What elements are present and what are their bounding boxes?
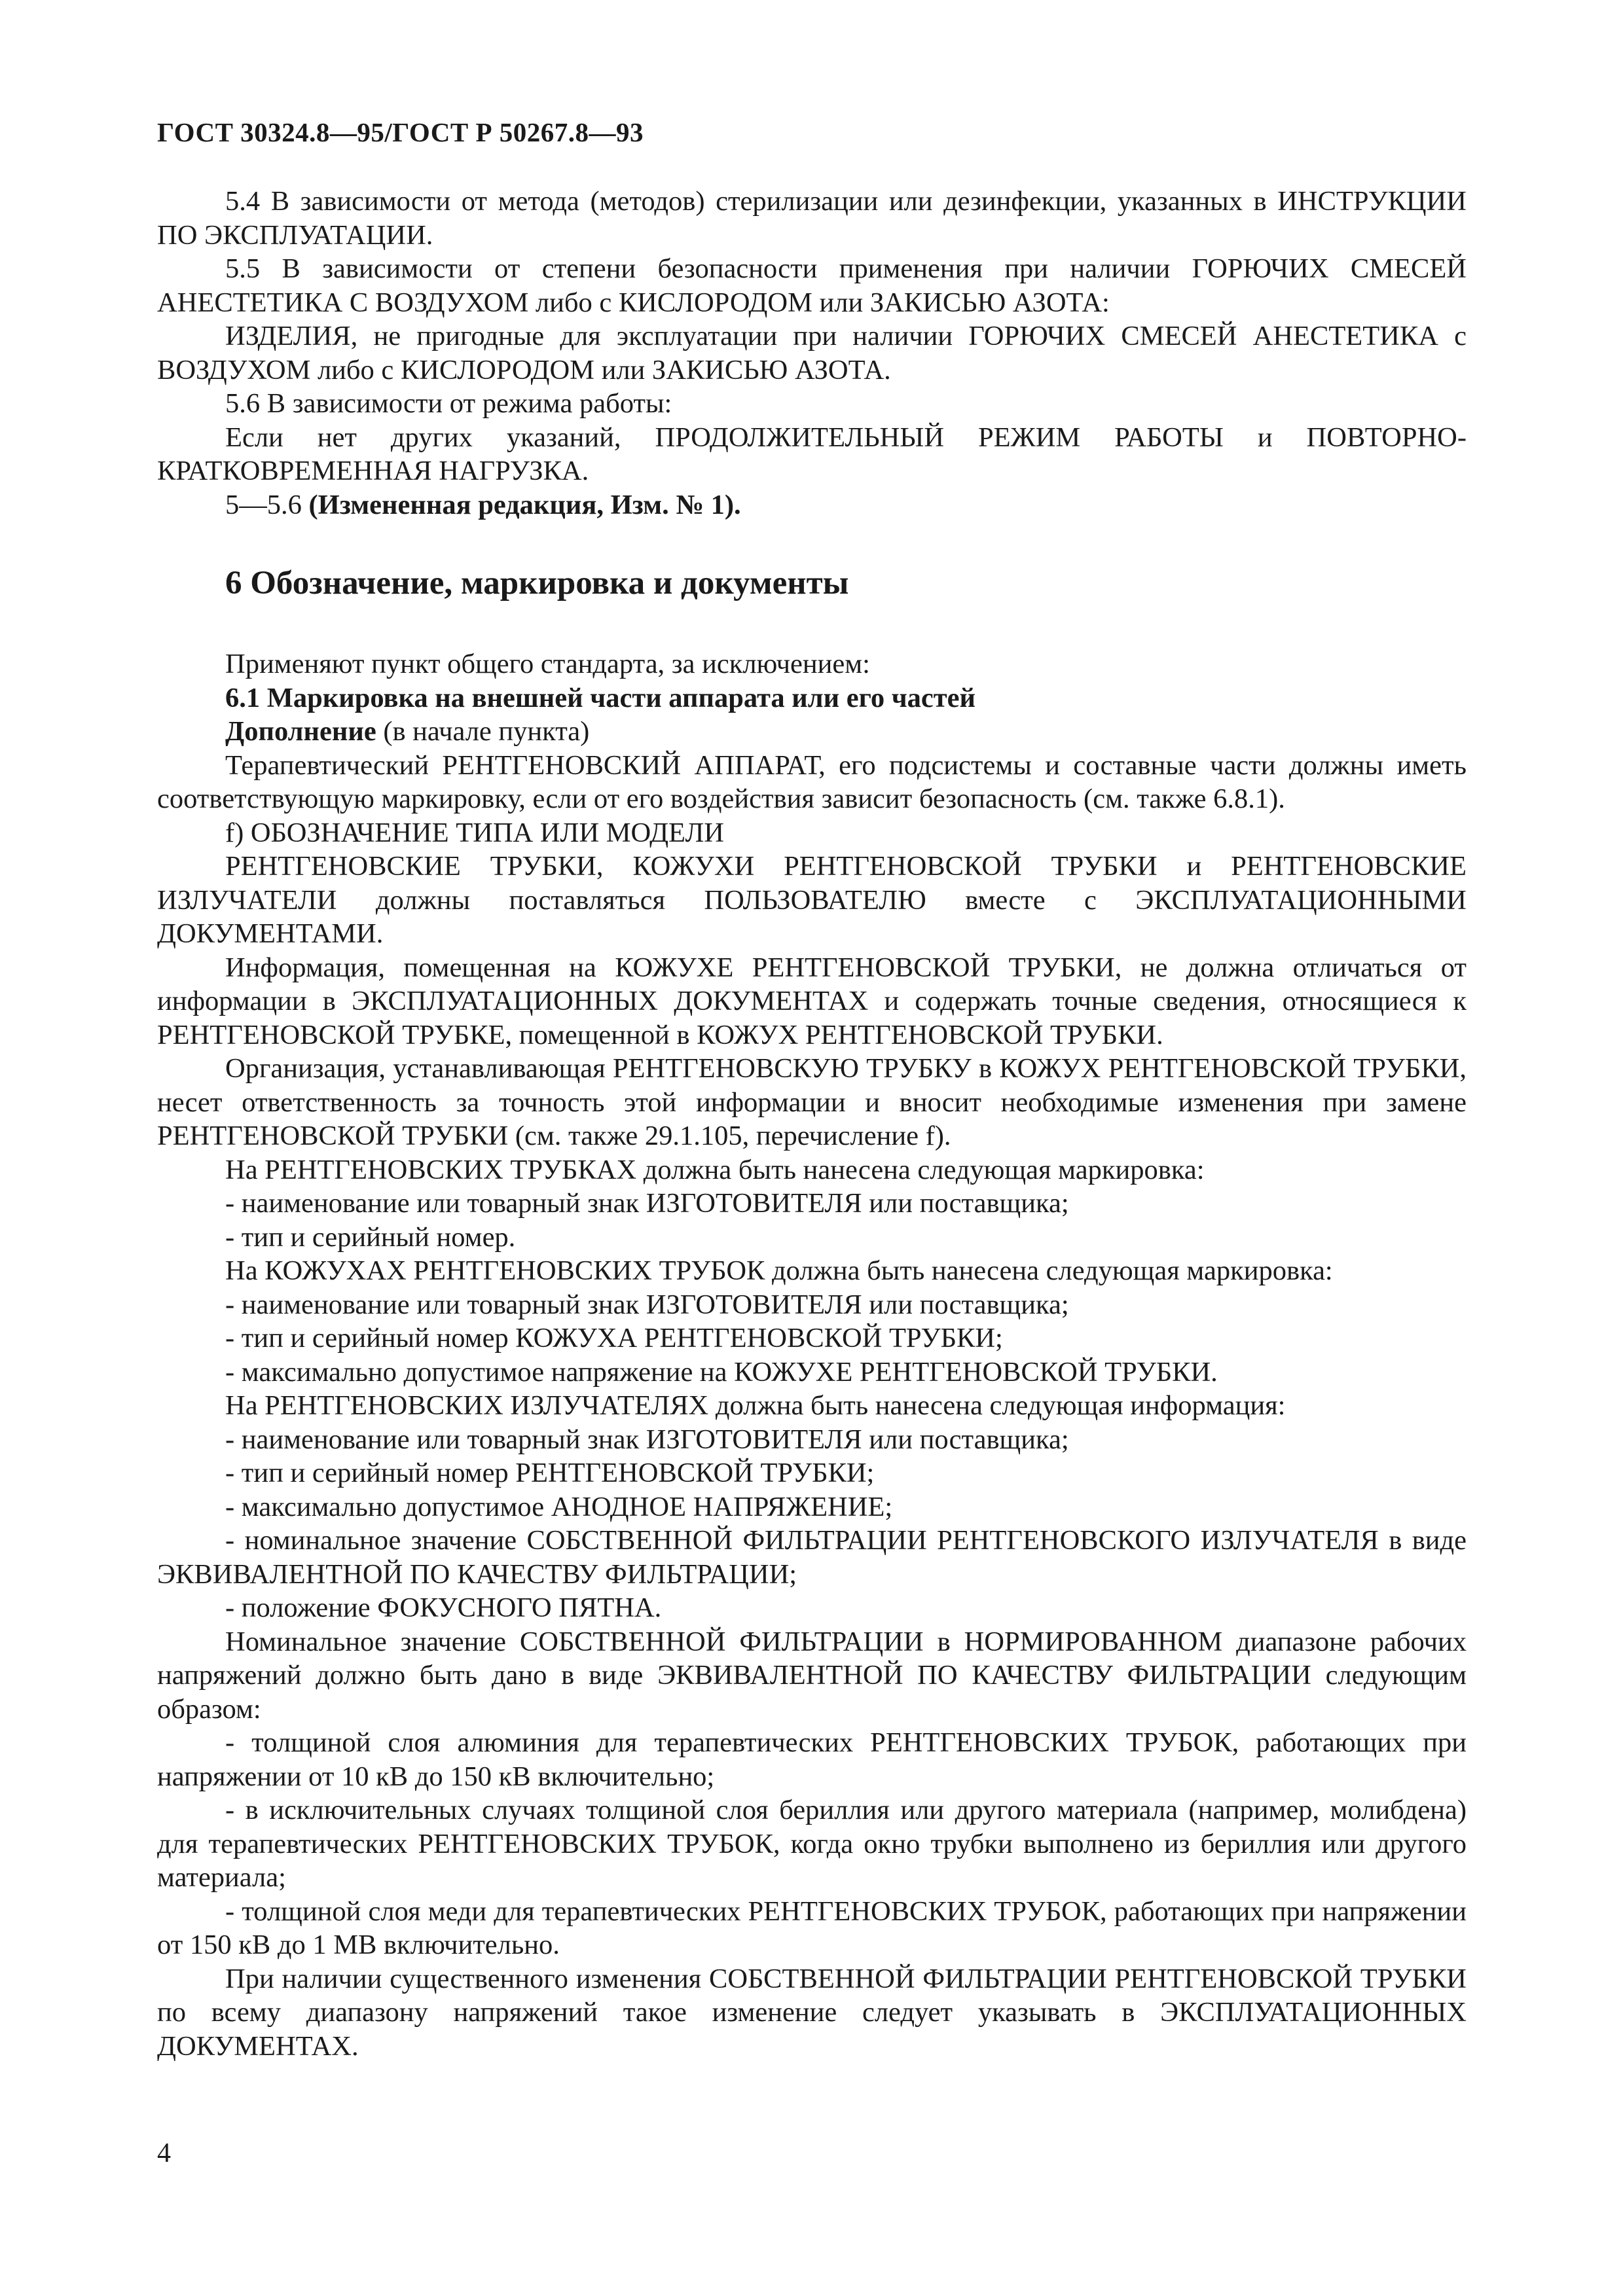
paragraph: Номинальное значение СОБСТВЕННОЙ ФИЛЬТРАЦИИ в НОРМИРОВАННОМ диапазоне рабочих напряжений должно быть дано в виде ЭКВИВАЛЕНТНОЙ ПО КАЧЕСТВУ ФИЛЬТРАЦИИ следующим образом: bbox=[157, 1626, 1467, 1725]
paragraph: 5—5.6 (Измененная редакция, Изм. № 1). bbox=[225, 489, 741, 520]
document-header: ГОСТ 30324.8—95/ГОСТ Р 50267.8—93 bbox=[157, 117, 644, 147]
paragraph: РЕНТГЕНОВСКИЕ ТРУБКИ, КОЖУХИ РЕНТГЕНОВСКОЙ ТРУБКИ и РЕНТГЕНОВСКИЕ ИЗЛУЧАТЕЛИ должны поставляться ПОЛЬЗОВАТЕЛЮ вместе с ЭКСПЛУАТАЦИОННЫМИ ДОКУМЕНТАМИ. bbox=[157, 851, 1467, 949]
paragraph: На КОЖУХАХ РЕНТГЕНОВСКИХ ТРУБОК должна быть нанесена следующая маркировка: bbox=[225, 1255, 1333, 1286]
paragraph: - наименование или товарный знак ИЗГОТОВИТЕЛЯ или поставщика; bbox=[225, 1289, 1069, 1320]
bold-text: (Измененная редакция, Изм. № 1). bbox=[308, 489, 741, 520]
paragraph: 5.4 В зависимости от метода (методов) стерилизации или дезинфекции, указанных в ИНСТРУКЦИИ ПО ЭКСПЛУАТАЦИИ. bbox=[157, 186, 1467, 251]
paragraph: - в исключительных случаях толщиной слоя бериллия или другого материала (например, молибдена) для терапевтических РЕНТГЕНОВСКИХ ТРУБОК, когда окно трубки выполнено из бериллия или другого материала; bbox=[157, 1795, 1467, 1893]
paragraph: - толщиной слоя меди для терапевтических РЕНТГЕНОВСКИХ ТРУБОК, работающих при напряжении от 150 кВ до 1 МВ включительно. bbox=[157, 1895, 1467, 1960]
paragraph: 5.5 В зависимости от степени безопасности применения при наличии ГОРЮЧИХ СМЕСЕЙ АНЕСТЕТИКА С ВОЗДУХОМ либо с КИСЛОРОДОМ или ЗАКИСЬЮ АЗОТА: bbox=[157, 253, 1467, 318]
paragraph: Информация, помещенная на КОЖУХЕ РЕНТГЕНОВСКОЙ ТРУБКИ, не должна отличаться от информации в ЭКСПЛУАТАЦИОННЫХ ДОКУМЕНТАХ и содержать точные сведения, относящиеся к РЕНТГЕНОВСКОЙ ТРУБКЕ, помещенной в КОЖУХ РЕНТГЕНОВСКОЙ ТРУБКИ. bbox=[157, 952, 1467, 1050]
paragraph: - номинальное значение СОБСТВЕННОЙ ФИЛЬТРАЦИИ РЕНТГЕНОВСКОГО ИЗЛУЧАТЕЛЯ в виде ЭКВИВАЛЕНТНОЙ ПО КАЧЕСТВУ ФИЛЬТРАЦИИ; bbox=[157, 1525, 1467, 1590]
paragraph: - максимально допустимое АНОДНОЕ НАПРЯЖЕНИЕ; bbox=[225, 1491, 893, 1522]
bold-text: 6.1 Маркировка на внешней части аппарата или его частей bbox=[225, 682, 976, 713]
paragraph: Организация, устанавливающая РЕНТГЕНОВСКУЮ ТРУБКУ в КОЖУХ РЕНТГЕНОВСКОЙ ТРУБКИ, несет ответственность за точность этой информации и вносит необходимые изменения при замене РЕНТГЕНОВСКОЙ ТРУБКИ (см. также 29.1.105, перечисление f). bbox=[157, 1053, 1467, 1151]
paragraph: - наименование или товарный знак ИЗГОТОВИТЕЛЯ или поставщика; bbox=[225, 1424, 1069, 1455]
paragraph: Если нет других указаний, ПРОДОЛЖИТЕЛЬНЫЙ РЕЖИМ РАБОТЫ и ПОВТОРНО-КРАТКОВРЕМЕННАЯ НАГРУЗКА. bbox=[157, 422, 1467, 486]
paragraph: - наименование или товарный знак ИЗГОТОВИТЕЛЯ или поставщика; bbox=[225, 1188, 1069, 1219]
paragraph: ИЗДЕЛИЯ, не пригодные для эксплуатации при наличии ГОРЮЧИХ СМЕСЕЙ АНЕСТЕТИКА с ВОЗДУХОМ либо с КИСЛОРОДОМ или ЗАКИСЬЮ АЗОТА. bbox=[157, 321, 1467, 386]
section-heading: 6 Обозначение, маркировка и документы bbox=[225, 565, 849, 601]
paragraph: f) ОБОЗНАЧЕНИЕ ТИПА ИЛИ МОДЕЛИ bbox=[225, 817, 724, 848]
paragraph: - максимально допустимое напряжение на КОЖУХЕ РЕНТГЕНОВСКОЙ ТРУБКИ. bbox=[225, 1356, 1218, 1388]
paragraph: На РЕНТГЕНОВСКИХ ИЗЛУЧАТЕЛЯХ должна быть нанесена следующая информация: bbox=[225, 1390, 1286, 1421]
paragraph: - толщиной слоя алюминия для терапевтических РЕНТГЕНОВСКИХ ТРУБОК, работающих при напряжении от 10 кВ до 150 кВ включительно; bbox=[157, 1727, 1467, 1792]
paragraph bbox=[157, 681, 1467, 715]
paragraph: - тип и серийный номер КОЖУХА РЕНТГЕНОВСКОЙ ТРУБКИ; bbox=[225, 1323, 1003, 1354]
paragraph: Применяют пункт общего стандарта, за исключением: bbox=[225, 649, 870, 679]
paragraph: Дополнение (в начале пункта) bbox=[225, 716, 590, 747]
bold-text: Дополнение bbox=[225, 716, 376, 747]
paragraph: При наличии существенного изменения СОБСТВЕННОЙ ФИЛЬТРАЦИИ РЕНТГЕНОВСКОЙ ТРУБКИ по всему диапазону напряжений такое изменение следует указывать в ЭКСПЛУАТАЦИОННЫХ ДОКУМЕНТАХ. bbox=[157, 1963, 1467, 2062]
paragraph: - тип и серийный номер РЕНТГЕНОВСКОЙ ТРУБКИ; bbox=[225, 1458, 875, 1488]
document-body bbox=[157, 185, 1467, 2063]
page-number: 4 bbox=[157, 2138, 171, 2168]
paragraph: 5.6 В зависимости от режима работы: bbox=[225, 388, 672, 419]
paragraph: Терапевтический РЕНТГЕНОВСКИЙ АППАРАТ, его подсистемы и составные части должны иметь соответствующую маркировку, если от его воздействия зависит безопасность (см. также 6.8.1). bbox=[157, 749, 1467, 814]
paragraph: - тип и серийный номер. bbox=[225, 1221, 516, 1253]
paragraph: На РЕНТГЕНОВСКИХ ТРУБКАХ должна быть нанесена следующая маркировка: bbox=[225, 1154, 1205, 1185]
paragraph: - положение ФОКУСНОГО ПЯТНА. bbox=[225, 1592, 662, 1623]
